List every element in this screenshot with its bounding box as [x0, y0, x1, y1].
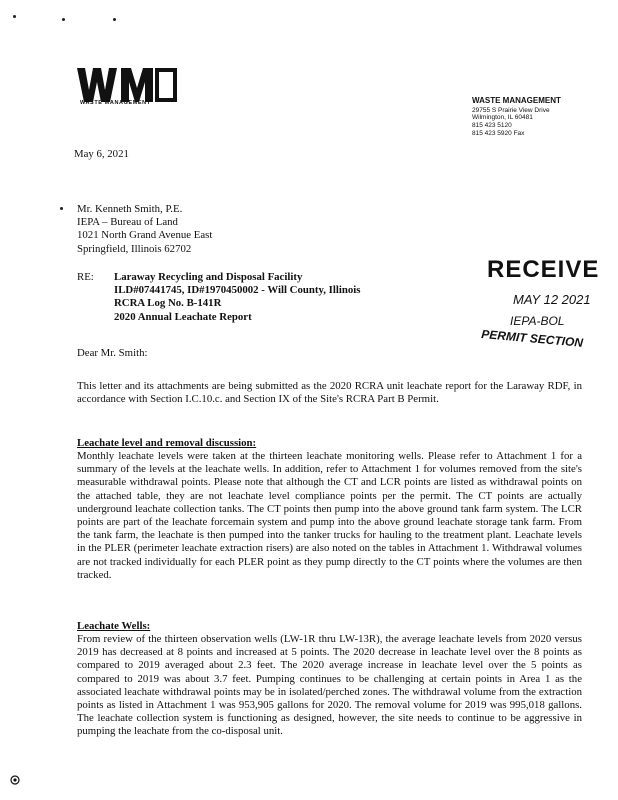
scan-speck	[13, 15, 16, 18]
company-name: WASTE MANAGEMENT	[472, 96, 561, 105]
re-label: RE:	[77, 271, 94, 283]
scan-speck	[113, 18, 116, 21]
scan-speck	[60, 207, 63, 210]
received-stamp-section: PERMIT SECTION	[480, 327, 584, 350]
company-phone: 815 423 5120	[472, 122, 512, 129]
recipient-address	[77, 203, 212, 256]
salutation: Dear Mr. Smith:	[77, 347, 148, 359]
section-body-leachate-wells: From review of the thirteen observation wells (LW-1R thru LW-13R), the average leachate levels from 2020 versus 2019 has decreased at 8 points and increased at 5 points. The 2020 decrease in leachate level over the 8 points as compared to 2019 averaged about 2.3 feet. The 2020 average increase in leachate level over the 5 points as compared to 2019 was about 3.7 feet. Pumping continues to be challenging at certain points in Area 1 as the associated leachate withdrawal points may be in isolated/perched zones. The withdrawal volume from the extraction points as listed in Attachment 1 was 953,905 gallons for 2020. The removal volume for 2019 was 995,018 gallons. The leachate collection system is functioning as designed, however, the site needs to continue to be aggressive in pumping the leachate from the co-disposal unit.	[77, 633, 582, 738]
company-address-line: 29755 S Prairie View Drive	[472, 107, 550, 114]
recipient-line: Mr. Kenneth Smith, P.E.	[77, 203, 183, 215]
company-fax: 815 423 5920 Fax	[472, 130, 525, 137]
re-line: RCRA Log No. B-141R	[114, 297, 222, 310]
letter-date: May 6, 2021	[74, 148, 129, 160]
recipient-line: 1021 North Grand Avenue East	[77, 229, 213, 242]
intro-paragraph: This letter and its attachments are being submitted as the 2020 RCRA unit leachate report for the Laraway RDF, in accordance with Section I.C.10.c. and Section IX of the Site's RCRA Part B Permit.	[77, 380, 582, 406]
re-subject	[114, 271, 360, 324]
recipient-line: IEPA – Bureau of Land	[77, 216, 178, 229]
section-heading-leachate-wells: Leachate Wells:	[77, 620, 151, 632]
re-line: ILD#07441745, ID#1970450002 - Will County, Illinois	[114, 284, 361, 297]
recycle-icon	[10, 775, 20, 785]
section-heading-leachate-level: Leachate level and removal discussion:	[77, 437, 257, 449]
received-stamp-text: RECEIVE	[487, 256, 600, 283]
section-body-leachate-level: Monthly leachate levels were taken at the thirteen leachate monitoring wells. Please refer to Attachment 1 for a summary of the levels at the leachate wells. In addition, refer to Attachment 1 for volumes removed from the site's measurable withdrawal points. Please note that although the CT and LCR points are listed as withdrawal points on the attached table, they are not leachate level compliance points per the permit. The CT points are actually underground leachate collection tanks. The CT points then pump into the above ground tank farm system. The LCR points are part of the leachate forcemain system and pump into the above ground leachate storage tank farm. From the tank farm, the leachate is then pumped into the tanker trucks for hauling to the treatment plant. Leachate levels in the PLER (perimeter leachate extraction risers) are also noted on the tables in Attachment 1. Withdrawal volumes are not tracked individually for each PLER point as they pump directly to the CT points where the volumes are then tracked.	[77, 450, 582, 581]
scan-speck	[62, 18, 65, 21]
logo-tagline: WASTE MANAGEMENT	[80, 100, 151, 106]
wm-logo	[77, 68, 177, 104]
received-stamp-date: MAY 12 2021	[513, 292, 591, 307]
recipient-line: Springfield, Illinois 62702	[77, 242, 192, 255]
re-line: Laraway Recycling and Disposal Facility	[114, 271, 303, 283]
received-stamp-agency: IEPA-BOL	[510, 314, 565, 328]
company-address-line: Wilmington, IL 60481	[472, 114, 533, 121]
re-line: 2020 Annual Leachate Report	[114, 310, 252, 323]
